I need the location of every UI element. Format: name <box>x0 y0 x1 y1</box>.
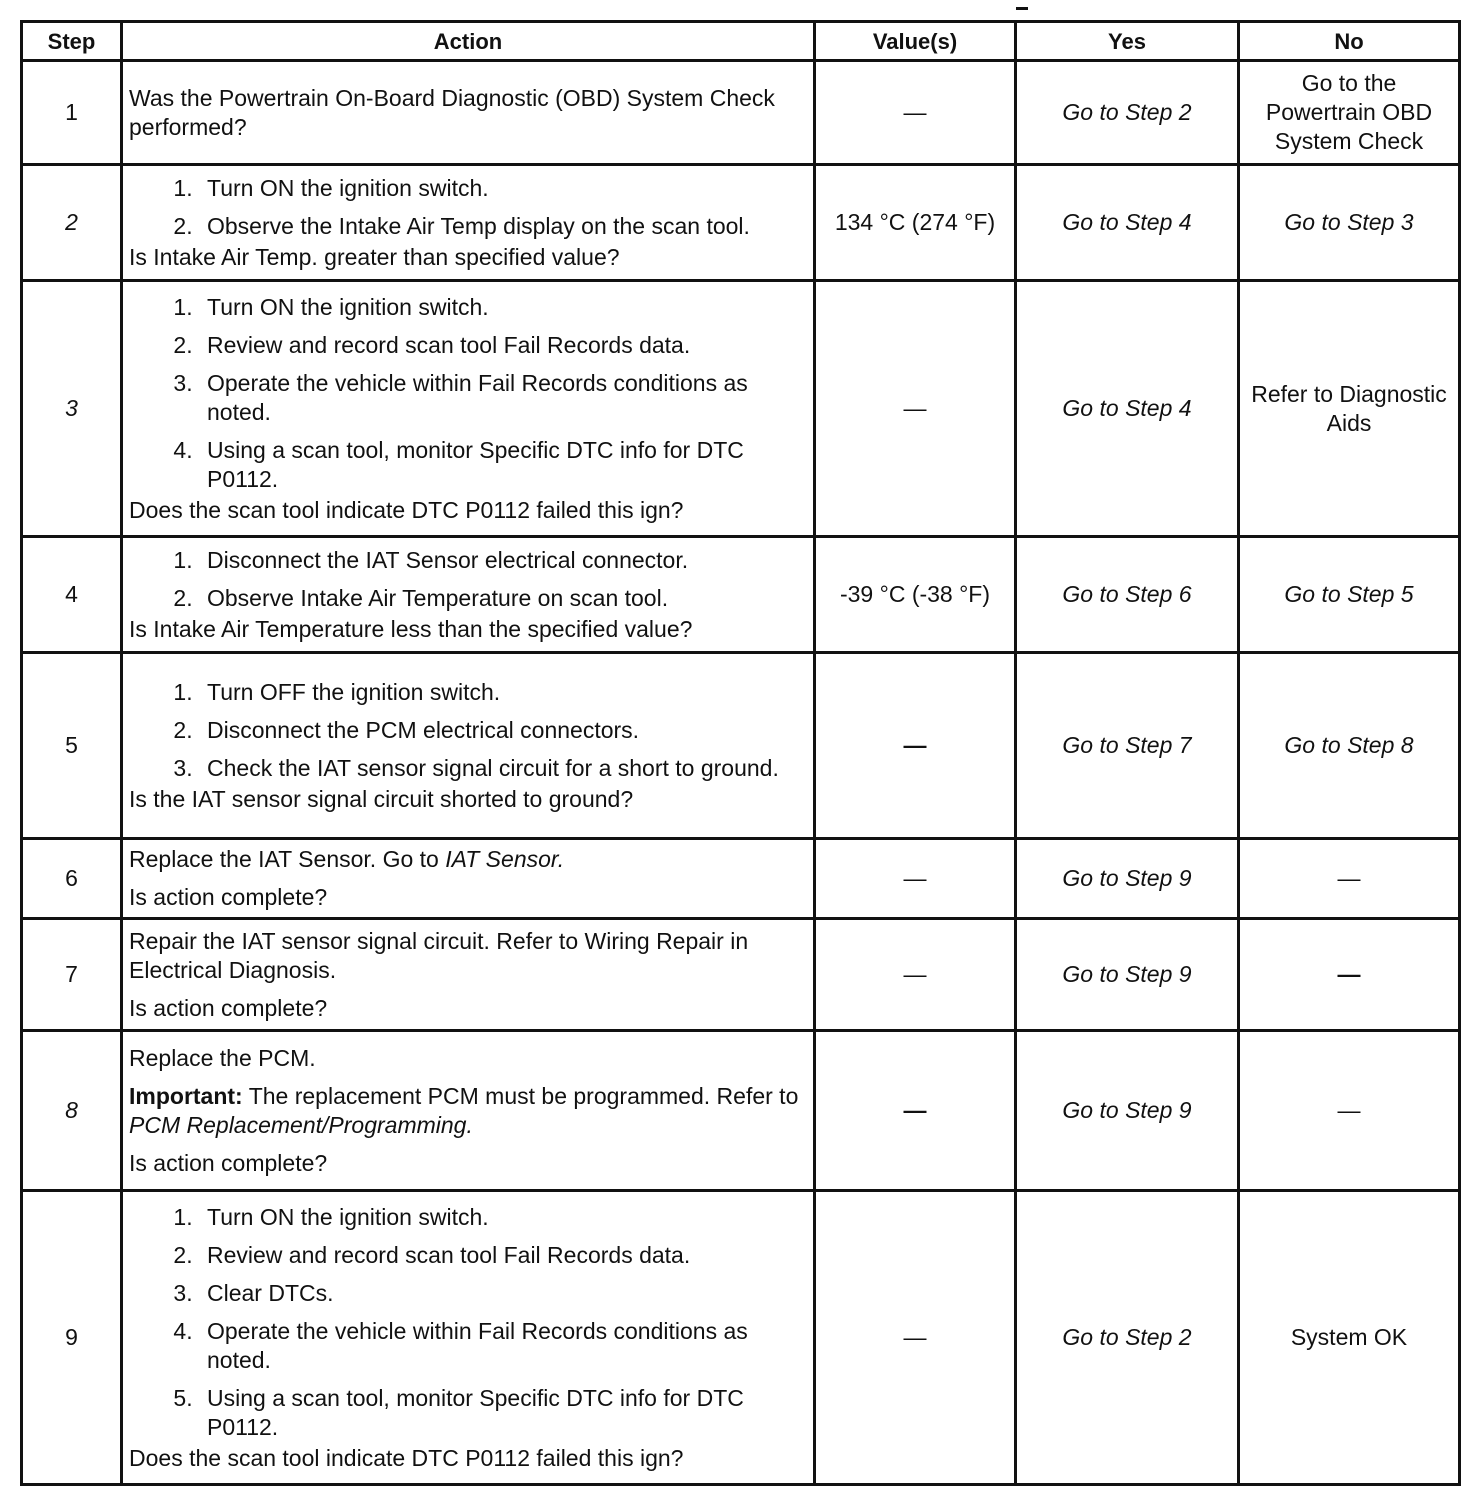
question-text: Is action complete? <box>129 884 328 910</box>
step-number: 4 <box>22 537 122 653</box>
action-list <box>129 678 807 783</box>
question-text: Is Intake Air Temp. greater than specified value? <box>129 243 620 270</box>
yes-goto[interactable]: Go to Step 9 <box>1016 1031 1239 1191</box>
step-number: 5 <box>22 653 122 839</box>
value-cell: — <box>815 281 1016 537</box>
step-number: 9 <box>22 1191 122 1485</box>
action-list <box>129 293 807 494</box>
header-row <box>22 22 1460 61</box>
action-text-plain: Replace the IAT Sensor. Go to <box>129 846 446 872</box>
yes-goto[interactable]: Go to Step 2 <box>1016 61 1239 165</box>
step-number: 6 <box>22 839 122 919</box>
yes-goto[interactable]: Go to Step 4 <box>1016 281 1239 537</box>
list-item: 1. Turn ON the ignition switch. <box>199 174 807 203</box>
list-item: 1. Turn ON the ignition switch. <box>199 1203 807 1232</box>
question-text: Is Intake Air Temperature less than the specified value? <box>129 615 693 642</box>
list-item: 4. Operate the vehicle within Fail Records conditions as noted. <box>199 1317 807 1375</box>
action-list <box>129 1203 807 1442</box>
list-item: 2. Review and record scan tool Fail Records data. <box>199 1241 807 1270</box>
yes-goto[interactable]: Go to Step 4 <box>1016 165 1239 281</box>
table-row-step-1 <box>22 61 1460 165</box>
list-item: 3. Operate the vehicle within Fail Records conditions as noted. <box>199 369 807 427</box>
question-text: Is the IAT sensor signal circuit shorted to ground? <box>129 785 634 812</box>
action-text <box>129 845 807 874</box>
action-cell <box>122 281 815 537</box>
list-item: 4. Using a scan tool, monitor Specific DTC info for DTC P0112. <box>199 436 807 494</box>
step-number: 2 <box>22 165 122 281</box>
action-text: Repair the IAT sensor signal circuit. Refer to Wiring Repair in Electrical Diagnosis. <box>129 927 749 983</box>
action-cell <box>122 1191 815 1485</box>
header-tick-mark <box>1016 7 1028 10</box>
header-action: Action <box>122 22 815 61</box>
table-row-step-3 <box>22 281 1460 537</box>
diagnostic-table <box>20 20 1461 1486</box>
step-number: 7 <box>22 919 122 1031</box>
important-text: The replacement PCM must be programmed. Refer to <box>242 1082 799 1109</box>
question-text: Does the scan tool indicate DTC P0112 failed this ign? <box>129 1444 684 1471</box>
no-goto: System OK <box>1239 1191 1460 1485</box>
value-cell: — <box>815 1031 1016 1191</box>
value-cell: — <box>815 839 1016 919</box>
list-item: 2. Review and record scan tool Fail Records data. <box>199 331 807 360</box>
action-list <box>129 174 807 241</box>
no-goto[interactable]: Go to Step 3 <box>1239 165 1460 281</box>
question-text: Is action complete? <box>129 1149 328 1176</box>
action-cell <box>122 653 815 839</box>
list-item: 1. Turn ON the ignition switch. <box>199 293 807 322</box>
table-row-step-9 <box>22 1191 1460 1485</box>
table-row-step-7 <box>22 919 1460 1031</box>
step-number: 3 <box>22 281 122 537</box>
no-goto: — <box>1239 839 1460 919</box>
no-goto: — <box>1239 919 1460 1031</box>
question-text: Is action complete? <box>129 994 328 1021</box>
value-cell: 134 °C (274 °F) <box>815 165 1016 281</box>
no-goto: — <box>1239 1031 1460 1191</box>
value-cell: — <box>815 61 1016 165</box>
step-number: 8 <box>22 1031 122 1191</box>
header-yes: Yes <box>1016 22 1239 61</box>
action-cell <box>122 537 815 653</box>
action-cell <box>122 165 815 281</box>
step-number: 1 <box>22 61 122 165</box>
no-goto[interactable]: Go to Step 5 <box>1239 537 1460 653</box>
value-cell: — <box>815 919 1016 1031</box>
iat-sensor-link[interactable]: IAT Sensor. <box>445 846 565 872</box>
table-row-step-4 <box>22 537 1460 653</box>
list-item: 3. Check the IAT sensor signal circuit for a short to ground. <box>199 754 807 783</box>
header-values: Value(s) <box>815 22 1016 61</box>
no-goto-text: Go to the Powertrain OBD System Check <box>1265 70 1433 154</box>
yes-goto[interactable]: Go to Step 9 <box>1016 839 1239 919</box>
no-goto[interactable]: Refer to Diagnostic Aids <box>1239 281 1460 537</box>
list-item: 1. Turn OFF the ignition switch. <box>199 678 807 707</box>
header-no: No <box>1239 22 1460 61</box>
list-item: 2. Observe the Intake Air Temp display on the scan tool. <box>199 212 807 241</box>
action-cell <box>122 919 815 1031</box>
action-list <box>129 546 807 613</box>
table-row-step-8 <box>22 1031 1460 1191</box>
list-item: 2. Observe Intake Air Temperature on scan tool. <box>199 584 807 613</box>
question-text: Was the Powertrain On-Board Diagnostic (OBD) System Check performed? <box>129 84 775 140</box>
question-text: Does the scan tool indicate DTC P0112 failed this ign? <box>129 496 684 523</box>
action-text: Replace the PCM. <box>129 1044 316 1071</box>
yes-goto[interactable]: Go to Step 9 <box>1016 919 1239 1031</box>
action-cell <box>122 61 815 165</box>
list-item: 3. Clear DTCs. <box>199 1279 807 1308</box>
value-cell: — <box>815 1191 1016 1485</box>
value-cell: — <box>815 653 1016 839</box>
important-note <box>129 1082 807 1140</box>
table-row-step-5 <box>22 653 1460 839</box>
yes-goto[interactable]: Go to Step 6 <box>1016 537 1239 653</box>
header-step: Step <box>22 22 122 61</box>
table-row-step-2 <box>22 165 1460 281</box>
value-cell: -39 °C (-38 °F) <box>815 537 1016 653</box>
yes-goto[interactable]: Go to Step 2 <box>1016 1191 1239 1485</box>
important-label: Important: <box>129 1082 243 1109</box>
yes-goto[interactable]: Go to Step 7 <box>1016 653 1239 839</box>
list-item: 2. Disconnect the PCM electrical connectors. <box>199 716 807 745</box>
table-row-step-6 <box>22 839 1460 919</box>
list-item: 1. Disconnect the IAT Sensor electrical connector. <box>199 546 807 575</box>
no-goto[interactable]: Go to Step 8 <box>1239 653 1460 839</box>
no-goto[interactable] <box>1239 61 1460 165</box>
action-cell <box>122 839 815 919</box>
pcm-programming-link[interactable]: PCM Replacement/Programming. <box>129 1111 473 1138</box>
list-item: 5. Using a scan tool, monitor Specific DTC info for DTC P0112. <box>199 1384 807 1442</box>
action-cell <box>122 1031 815 1191</box>
